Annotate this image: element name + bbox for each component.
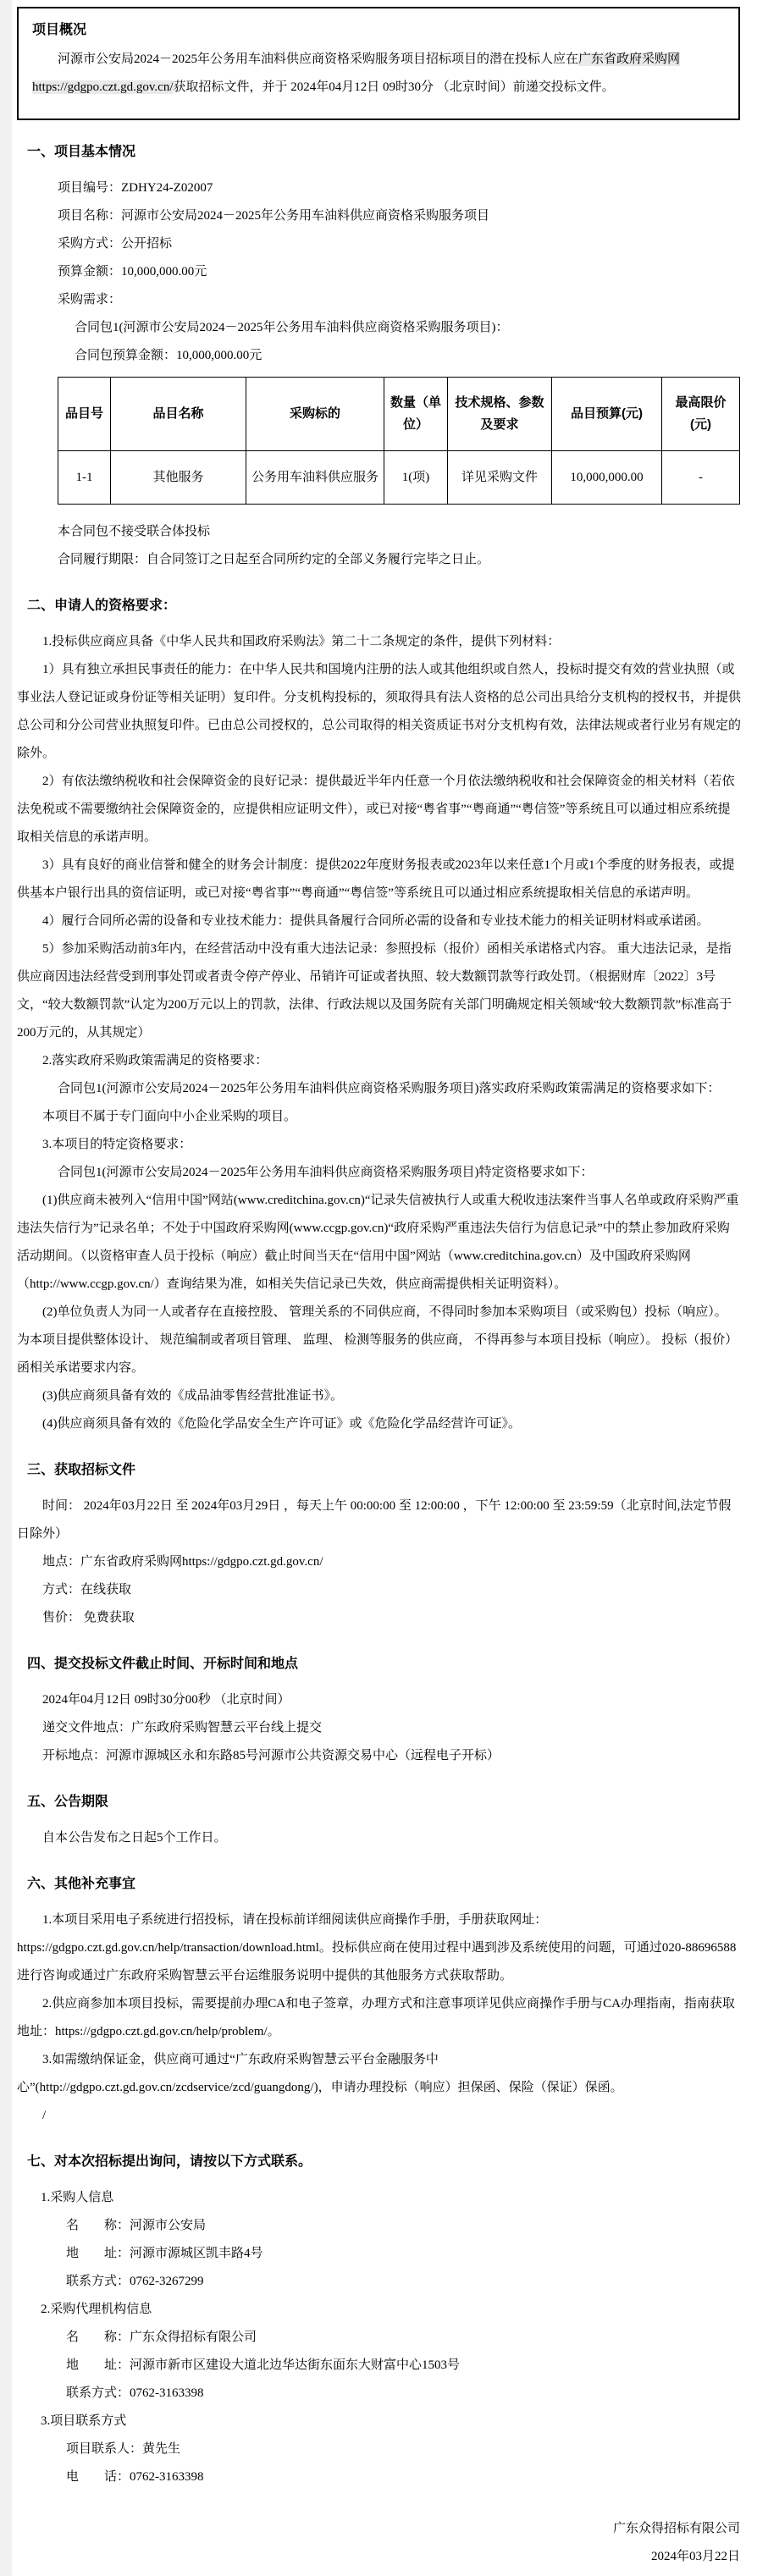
project-contact-phone-line: 电 话：0762-3163398 [66,2470,204,2484]
qualification-paragraph: 1）具有独立承担民事责任的能力：在中华人民共和国境内注册的法人或其他组织或自然人，投标时提交有效的营业执照（或事业法人登记证或身份证等相关证明）复印件。分支机构投标的，须取得具有法人资格的总公司出具给分支机构的授权书，并提供总公司和分公司营业执照复印件。已由总公司授权的，总公司取得的相关资质证书对分支机构有效，法律法规或者行业另有规定的除外。 [17,663,742,760]
items-table-header-row [58,378,740,451]
qualification-paragraph-package-specific: 合同包1(河源市公安局2024－2025年公务用车油料供应商资格采购服务项目)特定资格要求如下： [58,1166,594,1179]
field-project-no: 项目编号：ZDHY24-Z02007 [58,181,213,195]
cell-item-budget: 10,000,000.00 [552,451,662,505]
items-table-row [58,451,740,505]
supplement-slash-line: / [42,2109,47,2122]
qualification-paragraph-package-policy: 合同包1(河源市公安局2024－2025年公务用车油料供应商资格采购服务项目)落实政府采购政策需满足的资格要求如下： [58,1082,721,1095]
field-project-name: 项目名称：河源市公安局2024－2025年公务用车油料供应商资格采购服务项目 [58,209,490,223]
project-overview-box [17,7,740,120]
procurement-site-url-highlight: https://gdgpo.czt.gd.gov.cn/ [32,80,174,94]
deadline-submit-place-line: 递交文件地点：广东政府采购智慧云平台线上提交 [42,1721,323,1735]
col-header-item-budget: 品目预算(元) [552,378,662,451]
col-header-item-no: 品目号 [58,378,111,451]
deadline-time-line: 2024年04月12日 09时30分00秒 （北京时间） [42,1693,290,1707]
note-no-consortium: 本合同包不接受联合体投标 [58,525,211,538]
signature-company: 广东众得招标有限公司 [612,2522,740,2535]
obtain-method-line: 方式：在线获取 [42,1583,132,1597]
buyer-info-title: 1.采购人信息 [41,2191,114,2204]
supplement-paragraph: 2.供应商参加本项目投标，需要提前办理CA和电子签章，办理方式和注意事项详见供应商操作手册与CA办理指南，指南获取地址：https://gdgpo.czt.gd.gov.cn/help/problem/。 [17,1997,735,2038]
announcement-period-line: 自本公告发布之日起5个工作日。 [42,1831,227,1845]
field-demand-label: 采购需求： [58,293,122,306]
cell-subject: 公务用车油料供应服务 [246,451,384,505]
signature-date: 2024年03月22日 [650,2550,740,2563]
cell-max-price: - [662,451,740,505]
col-header-quantity: 数量（单位） [384,378,448,451]
qualification-paragraph: 3.本项目的特定资格要求： [42,1138,192,1151]
col-header-subject: 采购标的 [246,378,384,451]
procurement-site-name-highlight: 广东省政府采购网 [578,52,681,66]
overview-text-pre: 河源市公安局2024－2025年公务用车油料供应商资格采购服务项目招标项目的潜在投标人应在 [58,52,579,66]
field-package-budget: 合同包预算金额：10,000,000.00元 [75,349,262,362]
col-header-item-name: 品目名称 [111,378,246,451]
field-budget: 预算金额：10,000,000.00元 [58,265,207,279]
buyer-phone-line: 联系方式：0762-3267299 [66,2275,204,2288]
announcement-document [17,0,742,2571]
agent-address-line: 地 址：河源市新市区建设大道北边华达街东面东大财富中心1503号 [66,2358,461,2372]
qualification-paragraph: 3）具有良好的商业信誉和健全的财务会计制度：提供2022年度财务报表或2023年以来任意1个月或1个季度的财务报表，或提供基本户银行出具的资信证明，或已对接“粤省事”“粤商通”“粤信签”等系统且可以通过相应系统提取相关信息的承诺声明。 [17,858,735,900]
note-contract-term: 合同履行期限：自合同签订之日起至合同所约定的全部义务履行完毕之日止。 [58,553,490,566]
obtain-time-line: 时间： 2024年03月22日 至 2024年03月29日 ，每天上午 00:00:00 至 12:00:00 ，下午 12:00:00 至 23:59:59（北京时间,法定节假日除外） [17,1499,732,1541]
qualification-paragraph: 2）有依法缴纳税收和社会保障资金的良好记录：提供最近半年内任意一个月依法缴纳税收和社会保障资金的相关材料（若依法免税或不需要缴纳社会保障资金的，应提供相应证明文件），或已对接“粤省事”“粤商通”“粤信签”等系统且可以通过相应系统提取相关信息的承诺声明。 [17,775,735,844]
section-heading-contacts: 七、对本次招标提出询问，请按以下方式联系。 [27,2154,312,2169]
project-contact-person-line: 项目联系人：黄先生 [66,2442,181,2456]
qualification-paragraph: 本项目不属于专门面向中小企业采购的项目。 [42,1110,297,1123]
section-heading-basic-info: 一、项目基本情况 [27,145,136,159]
qualification-paragraph: 1.投标供应商应具备《中华人民共和国政府采购法》第二十二条规定的条件，提供下列材料： [42,635,561,648]
project-contact-title: 3.项目联系方式 [41,2414,127,2428]
col-header-max-price: 最高限价(元) [662,378,740,451]
section-heading-qualification: 二、申请人的资格要求： [27,598,177,613]
cell-spec: 详见采购文件 [448,451,552,505]
section-heading-announcement-period: 五、公告期限 [27,1795,109,1809]
agent-name-line: 名 称：广东众得招标有限公司 [66,2331,257,2344]
overview-paragraph [32,46,725,102]
cell-quantity: 1(项) [384,451,448,505]
overview-text-post: 获取招标文件，并于 2024年04月12日 09时30分 （北京时间）前递交投标文件。 [173,80,615,94]
section-heading-deadline: 四、提交投标文件截止时间、开标时间和地点 [27,1657,299,1671]
items-table [58,377,740,505]
col-header-spec: 技术规格、参数及要求 [448,378,552,451]
qualification-paragraph: 2.落实政府采购政策需满足的资格要求： [42,1054,268,1067]
supplement-paragraph: 1.本项目采用电子系统进行招投标，请在投标前详细阅读供应商操作手册，手册获取网址：https://gdgpo.czt.gd.gov.cn/help/transaction/download.html。投标供应商在使用过程中遇到涉及系统使用的问题，可通过020-88696588 进行咨询或通过广东政府采购智慧云平台运维服务说明中提供的其他服务方式获取帮助。 [17,1913,737,1983]
agent-phone-line: 联系方式：0762-3163398 [66,2386,204,2400]
qualification-paragraph: 4）履行合同所必需的设备和专业技术能力：提供具备履行合同所必需的设备和专业技术能力的相关证明材料或承诺函。 [42,914,710,928]
cell-item-no: 1-1 [58,451,111,505]
section-heading-obtain-docs: 三、获取招标文件 [27,1463,136,1477]
signature-block [17,2515,742,2571]
qualification-paragraph: (2)单位负责人为同一人或者存在直接控股、 管理关系的不同供应商，不得同时参加本采购项目（或采购包）投标（响应）。 为本项目提供整体设计、 规范编制或者项目管理、 监理、 检测等服务的供应商， 不得再参与本项目投标（响应）。 投标（报价） 函相关承诺要求内容。 [17,1305,738,1375]
agent-info-title: 2.采购代理机构信息 [41,2303,152,2316]
supplement-paragraph: 3.如需缴纳保证金，供应商可通过“广东政府采购智慧云平台金融服务中心”(http://gdgpo.czt.gd.gov.cn/zcdservice/zcd/guangdong/)，申请办理投标（响应）担保函、保险（保证）保函。 [17,2053,623,2094]
cell-item-name: 其他服务 [111,451,246,505]
qualification-paragraph: 5）参加采购活动前3年内，在经营活动中没有重大违法记录：参照投标（报价）函相关承诺格式内容。 重大违法记录，是指供应商因违法经营受到刑事处罚或者责令停产停业、吊销许可证或者执照、较大数额罚款等行政处罚。（根据财库〔2022〕3号文，“较大数额罚款”认定为200万元以上的罚款，法律、行政法规以及国务院有关部门明确规定相关领域“较大数额罚款”标准高于200万元的，从其规定） [17,942,732,1040]
obtain-price-line: 售价： 免费获取 [42,1611,135,1624]
qualification-paragraph: (1)供应商未被列入“信用中国”网站(www.creditchina.gov.cn)“记录失信被执行人或重大税收违法案件当事人名单或政府采购严重违法失信行为”记录名单；不处于中国政府采购网(www.ccgp.gov.cn)“政府采购严重违法失信行为信息记录”中的禁止参加政府采购活动期间。（以资格审查人员于投标（响应）截止时间当天在“信用中国”网站（www.creditchina.gov.cn）及中国政府采购网（http://www.ccgp.gov.cn/）查询结果为准，如相关失信记录已失效，供应商需提供相关证明资料）。 [17,1194,739,1291]
deadline-open-place-line: 开标地点：河源市源城区永和东路85号河源市公共资源交易中心（远程电子开标） [42,1749,500,1762]
qualification-paragraph: (4)供应商须具备有效的《危险化学品安全生产许可证》或《危险化学品经营许可证》。 [42,1417,521,1431]
buyer-address-line: 地 址：河源市源城区凯丰路4号 [66,2247,263,2260]
overview-title: 项目概况 [32,23,87,37]
field-package-line: 合同包1(河源市公安局2024－2025年公务用车油料供应商资格采购服务项目)： [75,321,509,334]
page-left-margin-strip [0,0,12,2576]
field-procurement-method: 采购方式：公开招标 [58,237,173,251]
obtain-place-line: 地点：广东省政府采购网https://gdgpo.czt.gd.gov.cn/ [42,1555,323,1569]
buyer-name-line: 名 称：河源市公安局 [66,2219,207,2232]
qualification-paragraph: (3)供应商须具备有效的《成品油零售经营批准证书》。 [42,1389,343,1403]
section-heading-supplement: 六、其他补充事宜 [27,1877,136,1891]
